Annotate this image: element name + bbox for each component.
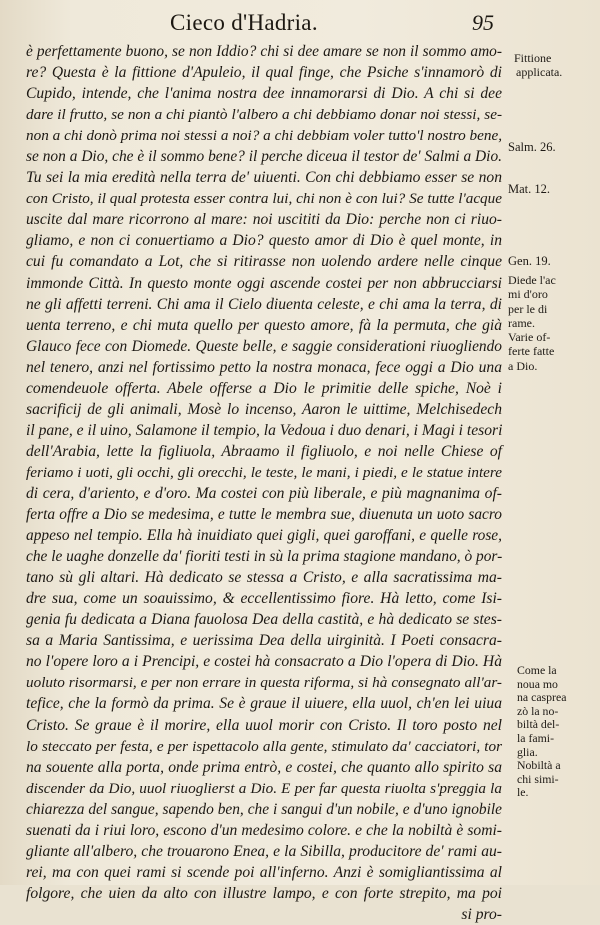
text-line: di cera, d'ariento, e d'oro. Ma costei con più liberale, e più magnanima of- (26, 484, 502, 502)
margin-ref-matteo: Mat. 12. (508, 182, 551, 196)
margin-note-line: le. (517, 785, 529, 800)
running-title: Cieco d'Hadria. (170, 10, 318, 35)
text-line: comendeuole offerta. Abele offerse a Dio le primitie delle spiche, Noè i (26, 379, 502, 397)
text-line: nel tenero, anzi nel fortissimo petto la nostra monaca, fece oggi a Dio una (26, 358, 502, 376)
text-line: Cristo. Se graue è il morire, ella uuol morir con Cristo. Il toro posto nel (26, 716, 502, 734)
margin-note-line: zò la no- (517, 703, 559, 718)
text-line: dell'Arabia, lette la figliuola, Abraamo il figliuolo, e noi nelle Chiese of (26, 442, 502, 460)
text-line: na souente alla porta, onde prima entrò, e costei, che quanto allo spirito sa (26, 758, 502, 776)
text-line: si pro- (461, 905, 502, 923)
margin-note-line: mi d'oro (508, 287, 548, 302)
body-text (26, 41, 502, 925)
margin-note-line: Varie of- (508, 330, 551, 345)
margin-note-line: ferte fatte (508, 344, 555, 359)
text-line: tano sù gli altari. Hà dedicato se stessa a Cristo, e alla sacratissima ma- (26, 569, 502, 587)
text-line: re? Questa è la fittione d'Apuleio, il qual finge, che Psiche s'innamorò di (26, 64, 502, 82)
margin-note-line: noua mo (517, 676, 558, 691)
text-line: sacrificij de gli animali, Mosè lo incenso, Aaron le uittime, Melchisedech (26, 400, 502, 418)
margin-note-line: glia. (517, 744, 538, 759)
text-line: suenati da i riui loro, escono d'un medesimo colore. e che la nobiltà è somi- (26, 821, 502, 839)
margin-note-line: biltà del- (517, 717, 560, 732)
text-line: Cupido, intende, che l'anima nostra dee innamorarsi di Dio. A chi si dee (26, 85, 502, 103)
text-line: è perfettamente buono, se non Iddio? chi si dee amare se non il sommo amo- (26, 43, 502, 60)
text-line: uoluto risormarsi, e per non errare in questa riforma, si hà consegnato all'ar- (26, 674, 502, 692)
margin-note-line: chi simi- (517, 771, 559, 786)
margin-note-line: Fittione (514, 51, 552, 65)
text-line: chiarezza del sangue, sapendo ben, che i sangui d'un nobile, e d'uno ignobile (26, 800, 502, 818)
text-line: folgore, che uien da alto con illustre lampo, e con forte strepito, ma poi (26, 884, 502, 902)
text-line: feriamo i uoti, gli occhi, gli orecchi, le teste, le mani, i piedi, e le statue intere (26, 463, 502, 481)
margin-note-line: Diede l'ac (508, 273, 556, 287)
text-line: dre sua, come un soauissimo, & eccellentissimo fiore. Hà letto, come Isi- (26, 590, 502, 608)
text-line: che le uaghe donzelle da' fioriti testi in sù la prima stagione mandano, ò por- (26, 548, 503, 566)
text-line: discender da Dio, uuol riuoglierst a Dio. E per far questa riuolta s'preggia la (26, 779, 502, 797)
text-line: Tu sei la mia eredità nella terra de' uiuenti. Con chi debbiamo esser se non (26, 169, 502, 187)
text-line: il pane, e il uino, Salamone il tempio, la Vedoua i duo denari, i Magi i tesori (26, 421, 503, 439)
margin-note-nobilta (517, 664, 566, 800)
margin-note-line: na casprea (517, 690, 567, 705)
text-line: ferta offre a Dio se medesima, e tutte le membra sue, diuenuta un uoto sacro (26, 506, 502, 524)
margin-note-line: per le di (508, 301, 548, 316)
page-header (0, 8, 600, 42)
text-line: gliamo, e non ci conuertiamo a Dio? questo amor di Dio è quel monte, in (26, 232, 502, 250)
text-line: appeso nel tempio. Ella hà inuidiato quei gigli, quei garoffani, e quelle rose, (26, 527, 502, 545)
margin-note-line: rame. (508, 315, 535, 330)
margin-note-line: applicata. (516, 65, 563, 79)
text-line: dare il frutto, se non a chi piantò l'albero a chi debbiamo donar noi stessi, se- (26, 106, 502, 124)
text-line: ne gli affetti terreni. Chi ama il Cielo diuenta celeste, e chi ama la terra, di (26, 295, 502, 313)
text-line: uscite dal mare ricorrono al mare: noi uscititi da Dio: perche non ci riuo- (26, 211, 502, 229)
text-line: gliante all'albero, che trouarono Enea, e la Sibilla, producitore de' rami au- (26, 842, 502, 860)
text-line: immonde Città. In questo monte oggi ascende costei per non abbrucciarsi (26, 274, 502, 292)
margin-note-line: Nobiltà a (517, 758, 561, 773)
text-line: se non a Dio, che è il sommo bene? il perche diceua il testor de' Salmi a Dio. (26, 148, 502, 166)
text-line: Glauco fece con Diomede. Queste belle, e saggie considerationi riuogliendo (26, 337, 502, 355)
margin-note-diede (508, 273, 556, 373)
text-line: rei, ma con quei rami si scende poi all'inferno. Anzi è somigliantissima al (26, 863, 502, 881)
text-line: sa a Maria Santissima, e uerissima Dea della uirginità. I Poeti consacra- (26, 632, 502, 650)
margin-note-fittione (514, 51, 562, 79)
text-line: no l'opere loro a i Prencipi, e costei hà consacrato a Dio l'opera di Dio. Hà (26, 653, 502, 671)
margin-note-line: Come la (517, 663, 557, 677)
margin-ref-salmi: Salm. 26. (508, 140, 556, 154)
text-line: lo steccato per festa, e per ispettacolo alla gente, stimulato da' cacciatori, tor (26, 737, 502, 755)
margin-ref-genesi: Gen. 19. (508, 254, 551, 268)
text-line: uenta terreno, e chi muta quello per questo amore, fà la permuta, che già (26, 316, 502, 334)
text-line: cui fu comandato a Lot, che si ritirasse non uolendo ardere nelle cinque (26, 253, 502, 271)
margin-note-line: a Dio. (508, 358, 538, 373)
margin-note-line: la fami- (517, 730, 555, 745)
text-line: con Cristo, il qual protesta esser contra lui, chi non è con lui? Se tutte l'acque (26, 190, 502, 208)
text-line: non a chi donò prima noi stessi a noi? a chi debbiam voler tutto'l nostro bene, (26, 127, 502, 145)
text-line: genia fu dedicata a Diana fauolosa Dea della castità, e hà dedicato se stes- (26, 611, 502, 629)
text-line: tefice, che la formò da prima. Se è graue il uiuere, ella uuol, ch'en lei uiua (26, 695, 502, 713)
page-number: 95 (472, 10, 494, 35)
